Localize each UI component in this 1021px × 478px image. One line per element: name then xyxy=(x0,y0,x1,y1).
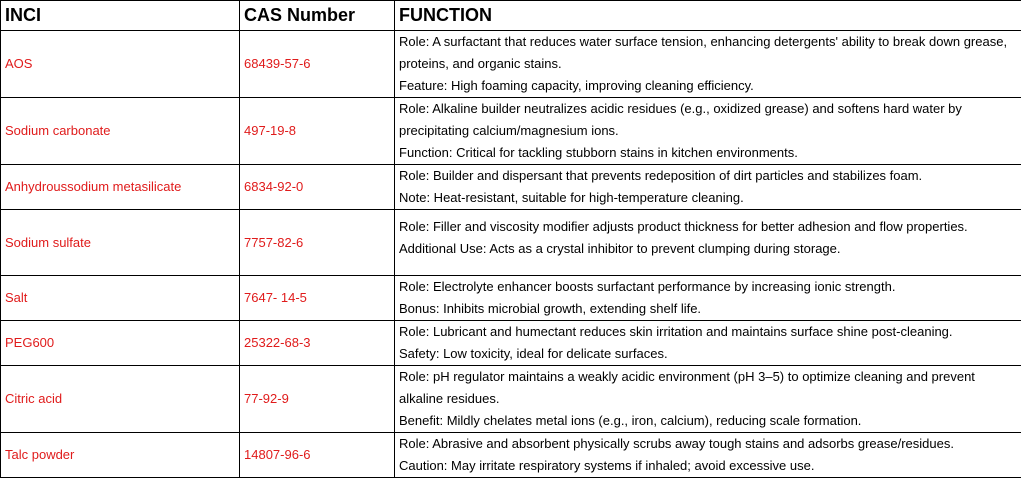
function-cell xyxy=(395,210,1021,276)
table-row xyxy=(1,210,1021,276)
cas-cell: 14807-96-6 xyxy=(240,433,395,478)
function-line: Role: Electrolyte enhancer boosts surfactant performance by increasing ionic strength. xyxy=(399,276,1017,298)
inci-cell: Anhydroussodium metasilicate xyxy=(1,165,240,210)
cas-cell: 7647- 14-5 xyxy=(240,276,395,321)
function-line: Bonus: Inhibits microbial growth, extending shelf life. xyxy=(399,298,1017,320)
function-line: Role: A surfactant that reduces water surface tension, enhancing detergents' ability to break down grease, proteins, and organic stains. xyxy=(399,31,1017,75)
inci-cell: Citric acid xyxy=(1,366,240,433)
function-line: Additional Use: Acts as a crystal inhibitor to prevent clumping during storage. xyxy=(399,238,1017,260)
function-line: Function: Critical for tackling stubborn stains in kitchen environments. xyxy=(399,142,1017,164)
inci-cell: AOS xyxy=(1,31,240,98)
table-row xyxy=(1,165,1021,210)
function-line: Caution: May irritate respiratory systems if inhaled; avoid excessive use. xyxy=(399,455,1017,477)
function-line: Role: Abrasive and absorbent physically scrubs away tough stains and adsorbs grease/residues. xyxy=(399,433,1017,455)
function-cell xyxy=(395,433,1021,478)
function-line: Role: Lubricant and humectant reduces skin irritation and maintains surface shine post-cleaning. xyxy=(399,321,1017,343)
function-line: Feature: High foaming capacity, improving cleaning efficiency. xyxy=(399,75,1017,97)
header-inci: INCI xyxy=(1,1,240,31)
function-cell xyxy=(395,98,1021,165)
table-row xyxy=(1,276,1021,321)
function-cell xyxy=(395,321,1021,366)
function-cell xyxy=(395,276,1021,321)
cas-cell: 68439-57-6 xyxy=(240,31,395,98)
function-line: Role: Filler and viscosity modifier adjusts product thickness for better adhesion and flow properties. xyxy=(399,216,1017,238)
cas-cell: 7757-82-6 xyxy=(240,210,395,276)
header-function: FUNCTION xyxy=(395,1,1021,31)
function-line: Role: Alkaline builder neutralizes acidic residues (e.g., oxidized grease) and softens hard water by precipitating calcium/magnesium ions. xyxy=(399,98,1017,142)
function-cell xyxy=(395,31,1021,98)
function-line: Safety: Low toxicity, ideal for delicate surfaces. xyxy=(399,343,1017,365)
function-line: Role: Builder and dispersant that prevents redeposition of dirt particles and stabilizes foam. xyxy=(399,165,1017,187)
function-cell xyxy=(395,165,1021,210)
cas-cell: 497-19-8 xyxy=(240,98,395,165)
function-cell xyxy=(395,366,1021,433)
table-row xyxy=(1,433,1021,478)
header-row xyxy=(1,1,1021,31)
function-line: Note: Heat-resistant, suitable for high-temperature cleaning. xyxy=(399,187,1017,209)
inci-cell: PEG600 xyxy=(1,321,240,366)
table-row xyxy=(1,321,1021,366)
header-cas-number: CAS Number xyxy=(240,1,395,31)
cas-cell: 77-92-9 xyxy=(240,366,395,433)
inci-cell: Talc powder xyxy=(1,433,240,478)
cas-cell: 25322-68-3 xyxy=(240,321,395,366)
function-line: Benefit: Mildly chelates metal ions (e.g., iron, calcium), reducing scale formation. xyxy=(399,410,1017,432)
function-line: Role: pH regulator maintains a weakly acidic environment (pH 3–5) to optimize cleaning and prevent alkaline residues. xyxy=(399,366,1017,410)
inci-cell: Sodium carbonate xyxy=(1,98,240,165)
table-row xyxy=(1,31,1021,98)
inci-cell: Sodium sulfate xyxy=(1,210,240,276)
table-row xyxy=(1,98,1021,165)
table-row xyxy=(1,366,1021,433)
cas-cell: 6834-92-0 xyxy=(240,165,395,210)
inci-cell: Salt xyxy=(1,276,240,321)
